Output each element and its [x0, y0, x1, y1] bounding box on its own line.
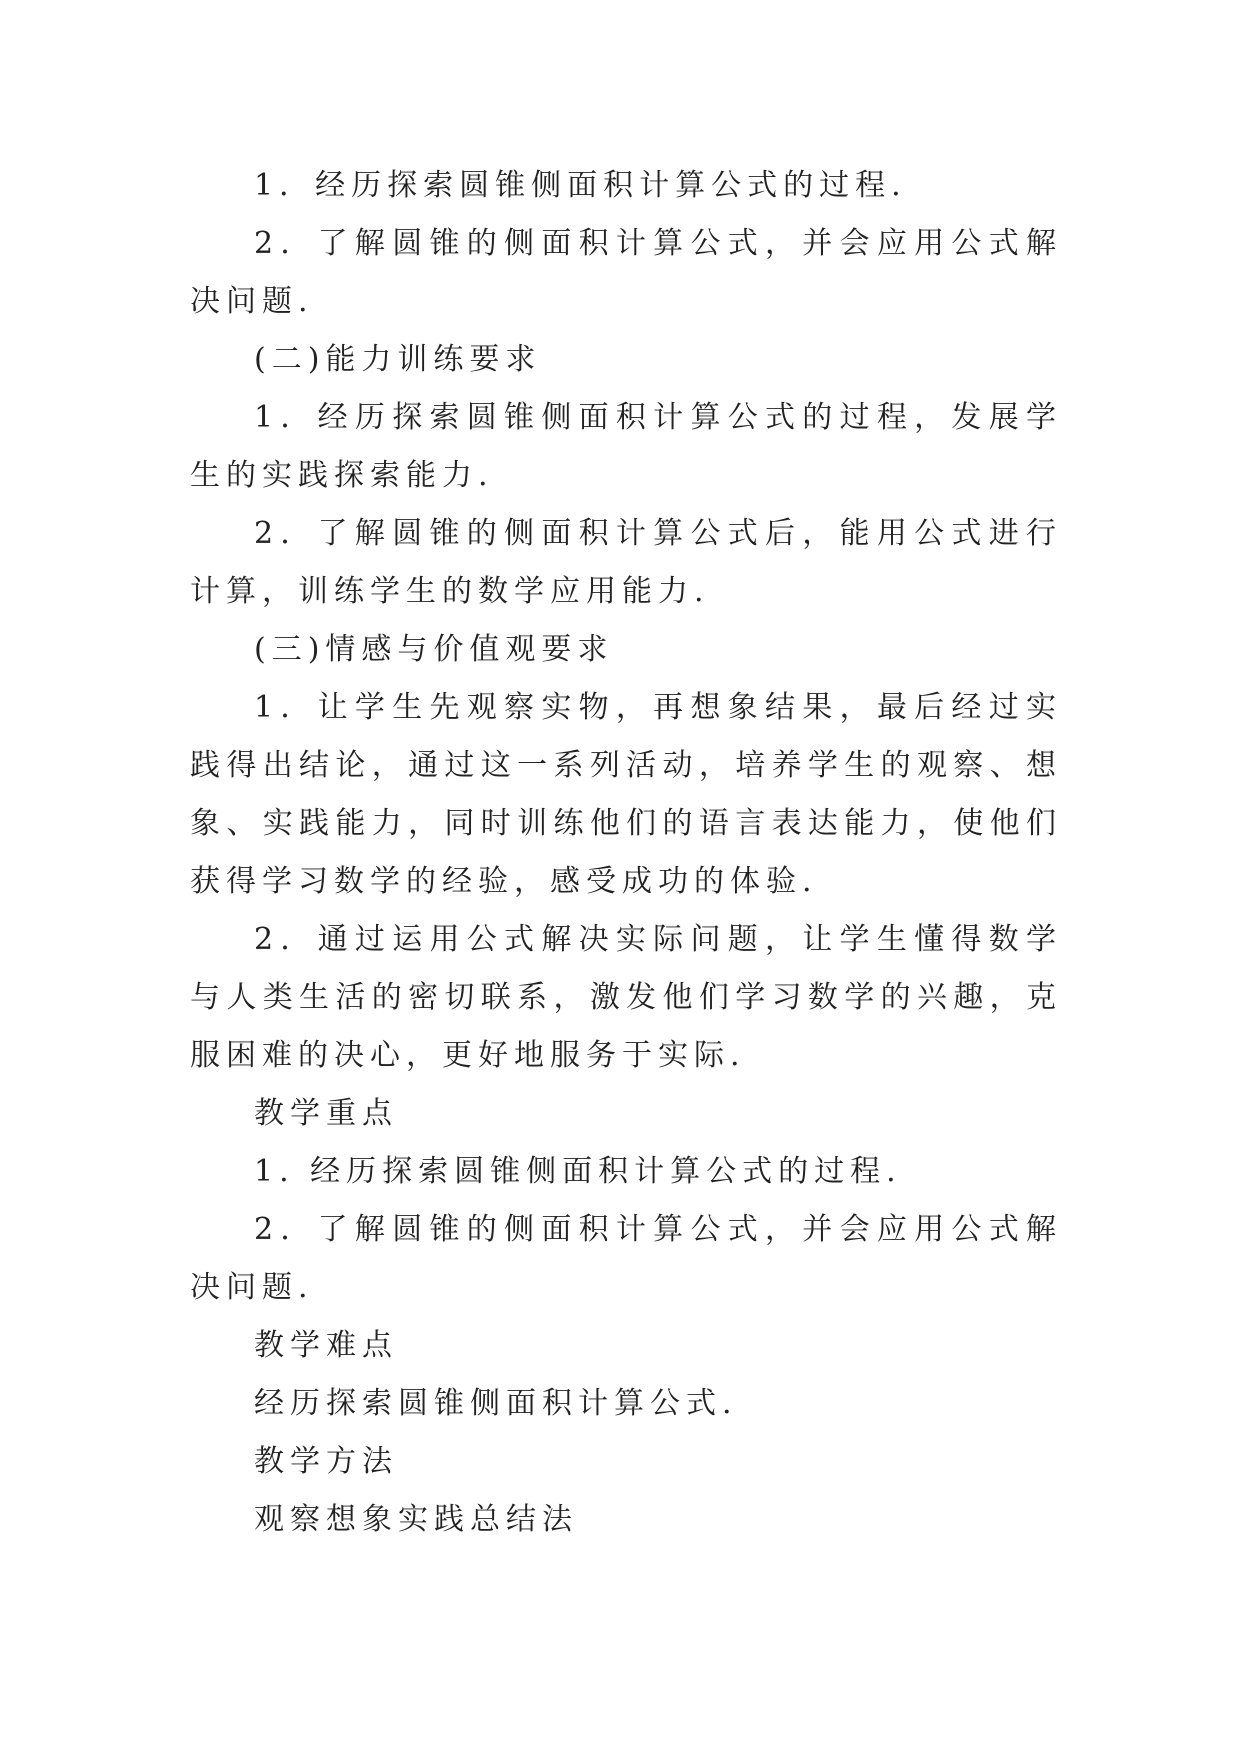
section-heading-ability: (二)能力训练要求 [254, 342, 542, 377]
method-text: 观察想象实践总结法 [254, 1502, 578, 1537]
key-point-1: 1. 经历探索圆锥侧面积计算公式的过程. [254, 1154, 902, 1189]
heading-methods: 教学方法 [254, 1444, 398, 1479]
section-heading-values: (三)情感与价值观要求 [254, 632, 614, 667]
ability-2: 2．了解圆锥的侧面积计算公式后，能用公式进行计算，训练学生的数学应用能力. [190, 516, 1062, 609]
ability-1: 1．经历探索圆锥侧面积计算公式的过程，发展学生的实践探索能力. [190, 400, 1062, 493]
values-1: 1．让学生先观察实物，再想象结果，最后经过实践得出结论，通过这一系列活动，培养学生的观察、想象、实践能力，同时训练他们的语言表达能力，使他们获得学习数学的经验，感受成功的体验. [190, 690, 1062, 899]
objective-1: 1．经历探索圆锥侧面积计算公式的过程. [254, 168, 907, 203]
heading-difficulties: 教学难点 [254, 1328, 398, 1363]
document-body [190, 157, 1062, 1549]
key-point-2: 2．了解圆锥的侧面积计算公式，并会应用公式解决问题. [190, 1212, 1062, 1305]
heading-key-points: 教学重点 [254, 1096, 398, 1131]
difficulty-text: 经历探索圆锥侧面积计算公式. [254, 1386, 738, 1421]
values-2: 2．通过运用公式解决实际问题，让学生懂得数学与人类生活的密切联系，激发他们学习数学的兴趣，克服困难的决心，更好地服务于实际. [190, 922, 1062, 1073]
objective-2: 2．了解圆锥的侧面积计算公式，并会应用公式解决问题. [190, 226, 1062, 319]
